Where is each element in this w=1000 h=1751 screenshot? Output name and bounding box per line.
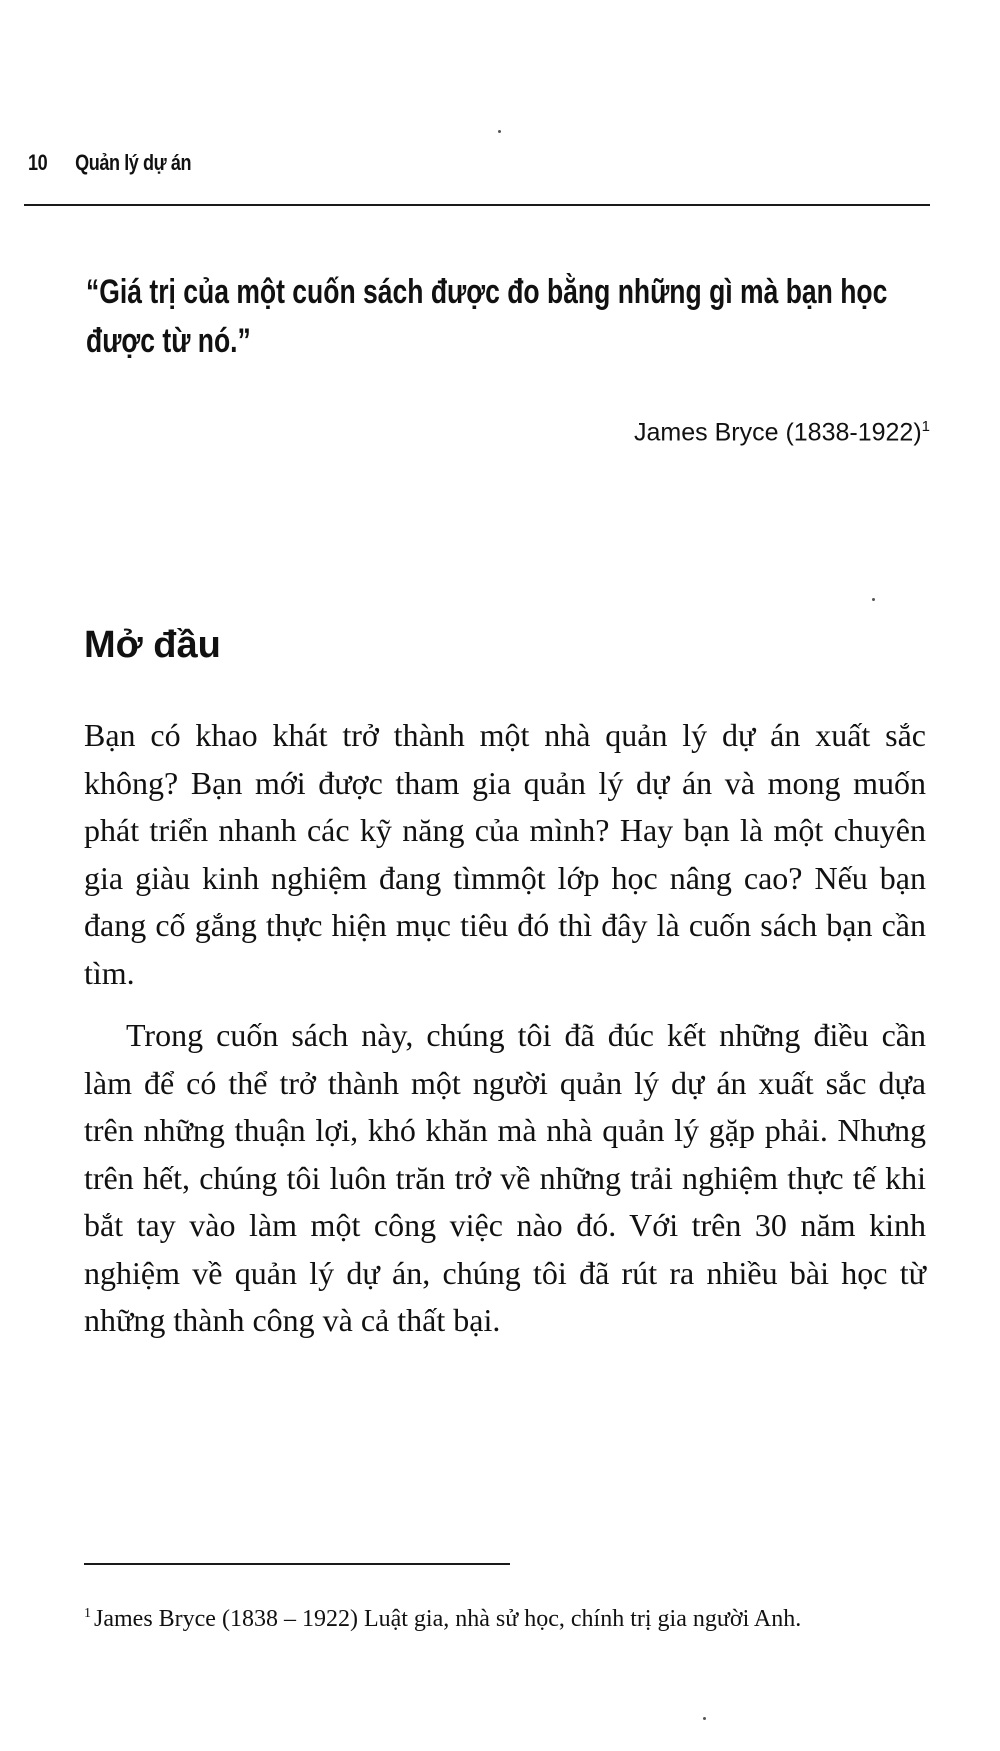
body-text xyxy=(84,712,926,1345)
header-rule xyxy=(24,204,930,206)
epigraph-attribution xyxy=(634,418,930,447)
footnote-marker: 1 xyxy=(84,1606,91,1621)
footnote xyxy=(84,1606,801,1633)
epigraph-footnote-marker: 1 xyxy=(921,418,930,435)
scan-speck xyxy=(872,598,875,601)
epigraph-author: James Bryce (1838-1922) xyxy=(634,418,922,447)
footnote-text: James Bryce (1838 – 1922) Luật gia, nhà sử học, chính trị gia người Anh. xyxy=(94,1606,802,1632)
scan-speck xyxy=(498,130,501,133)
page-number: 10 xyxy=(28,150,48,175)
epigraph-quote: “Giá trị của một cuốn sách được đo bằng những gì mà bạn học được từ nó.” xyxy=(86,273,888,360)
section-title: Mở đầu xyxy=(84,624,221,666)
scan-speck xyxy=(703,1717,706,1720)
paragraph-1: Bạn có khao khát trở thành một nhà quản lý dự án xuất sắc không? Bạn mới được tham gia quản lý dự án và mong muốn phát triển nhanh các kỹ năng của mình? Hay bạn là một chuyên gia giàu kinh nghiệm đang tìmmột lớp học nâng cao? Nếu bạn đang cố gắng thực hiện mục tiêu đó thì đây là cuốn sách bạn cần tìm. xyxy=(84,717,926,991)
running-head-title: Quản lý dự án xyxy=(75,150,192,175)
footnote-rule xyxy=(84,1563,510,1565)
running-head xyxy=(28,150,191,176)
paragraph-2: Trong cuốn sách này, chúng tôi đã đúc kết những điều cần làm để có thể trở thành một người quản lý dự án xuất sắc dựa trên những thuận lợi, khó khăn mà nhà quản lý gặp phải. Nhưng trên hết, chúng tôi luôn trăn trở về những trải nghiệm thực tế khi bắt tay vào làm một công việc nào đó. Với trên 30 năm kinh nghiệm về quản lý dự án, chúng tôi đã rút ra nhiều bài học từ những thành công và cả thất bại. xyxy=(84,1017,926,1338)
